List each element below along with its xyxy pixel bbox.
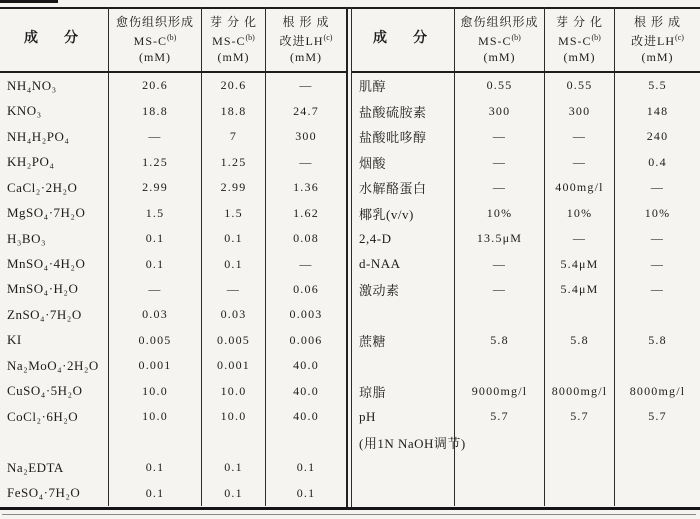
value-cell-callus: 9000mg/l	[455, 379, 545, 404]
value-cell-shoot: 18.8	[202, 98, 266, 123]
value-cell-root: —	[650, 231, 665, 246]
right-table-rows	[352, 73, 700, 506]
value-cell-shoot: 0.1	[202, 481, 266, 506]
value-cell-root: 300	[295, 129, 317, 144]
value-cell-root	[615, 302, 700, 327]
value-cell-root: 40.0	[293, 409, 319, 424]
table-row	[0, 481, 346, 506]
value-cell-shoot: 0.1	[202, 226, 266, 251]
table-row	[0, 430, 346, 455]
top-left-scan-line	[0, 0, 58, 3]
component-cell: d-NAA	[352, 251, 455, 276]
superscript-b: (b)	[245, 32, 255, 42]
value-cell-shoot: —	[545, 124, 615, 149]
shoot-column-header: 芽 分 化 $MS-C^{(b)}$ (mM)	[545, 7, 615, 71]
component-cell	[352, 302, 455, 327]
value-cell-callus: 0.005	[109, 328, 202, 353]
table-row	[0, 455, 346, 480]
value-cell-shoot: 0.55	[545, 73, 615, 98]
value-cell-root: 5.7	[648, 409, 667, 424]
value-cell-shoot: 20.6	[202, 73, 266, 98]
value-cell-callus: 0.001	[109, 353, 202, 378]
left-table-header	[0, 7, 346, 73]
table-row	[352, 175, 700, 200]
table-row	[0, 328, 346, 353]
component-cell: ZnSO₄·7H₂O	[0, 302, 109, 327]
component-cell: CuSO₄·5H₂O	[0, 379, 109, 404]
value-cell-shoot: 10.0	[202, 404, 266, 429]
table-row	[352, 430, 700, 455]
value-cell-root: 0.006	[289, 332, 323, 347]
value-cell-shoot	[545, 455, 615, 480]
superscript-b: (b)	[167, 32, 177, 42]
value-cell-callus: 20.6	[109, 73, 202, 98]
table-row	[0, 379, 346, 404]
table-row	[352, 124, 700, 149]
value-cell-callus: 5.8	[455, 328, 545, 353]
root-column-header: 根 形 成 改进LH$^{(c)}$ (mM)	[279, 14, 333, 64]
value-cell-shoot: 300	[545, 98, 615, 123]
value-cell-root: 0.003	[289, 307, 323, 322]
value-cell-shoot	[202, 430, 266, 455]
value-cell-root: 1.36	[293, 180, 319, 195]
left-table-rows	[0, 73, 346, 506]
value-cell-root: 40.0	[293, 358, 319, 373]
superscript-b: (b)	[511, 32, 521, 42]
value-cell-callus: —	[109, 124, 202, 149]
value-cell-callus: 0.03	[109, 302, 202, 327]
table-row	[352, 73, 700, 98]
table-row	[0, 404, 346, 429]
component-cell: KI	[0, 328, 109, 353]
root-column-header: 根 形 成 改进LH$^{(c)}$ (mM)	[631, 14, 684, 64]
component-column-header	[0, 7, 109, 71]
value-cell-callus: 10%	[455, 200, 545, 225]
component-header-label: 成 分	[24, 31, 84, 46]
callus-column-header: 愈伤组织形成 $MS-C^{(b)}$ (mM)	[455, 7, 545, 71]
value-cell-callus: 0.1	[109, 226, 202, 251]
component-cell	[352, 481, 455, 506]
value-cell-callus	[109, 430, 202, 455]
component-cell: KNO₃	[0, 98, 109, 123]
value-cell-callus	[455, 302, 545, 327]
value-cell-shoot: —	[202, 277, 266, 302]
superscript-b: (b)	[591, 32, 601, 42]
value-cell-root: 5.8	[648, 332, 667, 347]
value-cell-callus	[455, 430, 545, 455]
value-cell-shoot: 1.5	[202, 200, 266, 225]
value-cell-shoot: —	[545, 149, 615, 174]
value-cell-callus: 10.0	[109, 379, 202, 404]
value-cell-callus: 1.5	[109, 200, 202, 225]
value-cell-callus: 300	[455, 98, 545, 123]
value-cell-root: 0.06	[293, 281, 319, 296]
value-cell-callus: —	[455, 251, 545, 276]
table-row	[0, 73, 346, 98]
value-cell-root	[266, 430, 346, 455]
value-cell-shoot: 0.001	[202, 353, 266, 378]
value-cell-callus: —	[455, 124, 545, 149]
table-row	[0, 200, 346, 225]
value-cell-shoot: 5.7	[545, 404, 615, 429]
value-cell-root: —	[650, 281, 665, 296]
table-row	[352, 302, 700, 327]
table-bottom-border-thin	[2, 514, 696, 515]
value-cell-callus: 1.25	[109, 149, 202, 174]
table-row	[352, 98, 700, 123]
component-cell: 盐酸硫胺素	[352, 98, 455, 123]
table-row	[352, 149, 700, 174]
component-cell	[0, 430, 109, 455]
value-cell-root: 0.4	[648, 154, 667, 169]
component-cell: (用1N NaOH调节)	[352, 430, 455, 455]
value-cell-shoot: 0.1	[202, 251, 266, 276]
value-cell-root: —	[650, 180, 665, 195]
component-cell	[352, 353, 455, 378]
value-cell-root: 0.1	[296, 485, 316, 500]
value-cell-root	[615, 455, 700, 480]
value-cell-root: 1.62	[293, 205, 319, 220]
component-cell: CoCl₂·6H₂O	[0, 404, 109, 429]
table-row	[352, 379, 700, 404]
value-cell-root: 0.08	[293, 231, 319, 246]
component-cell: 激动素	[352, 277, 455, 302]
value-cell-shoot: 5.4μM	[545, 251, 615, 276]
value-cell-shoot: —	[545, 226, 615, 251]
table-row	[0, 251, 346, 276]
value-cell-root: 10%	[644, 205, 671, 220]
value-cell-callus: —	[455, 149, 545, 174]
value-cell-callus: 0.1	[109, 481, 202, 506]
value-cell-root: 24.7	[293, 103, 319, 118]
component-cell: MnSO₄·4H₂O	[0, 251, 109, 276]
value-cell-shoot: 10.0	[202, 379, 266, 404]
table-row	[352, 481, 700, 506]
table-row	[352, 328, 700, 353]
value-cell-root: 8000mg/l	[629, 383, 686, 398]
value-cell-root	[615, 481, 700, 506]
component-cell: MgSO₄·7H₂O	[0, 200, 109, 225]
value-cell-shoot: 5.8	[545, 328, 615, 353]
table-row	[0, 98, 346, 123]
value-cell-shoot: 7	[202, 124, 266, 149]
callus-column-header: 愈伤组织形成 $MS-C^{(b)}$ (mM)	[109, 7, 202, 71]
value-cell-callus	[455, 481, 545, 506]
value-cell-shoot	[545, 481, 615, 506]
component-cell: H₃BO₃	[0, 226, 109, 251]
left-half-table	[0, 7, 346, 508]
component-cell: 盐酸吡哆醇	[352, 124, 455, 149]
table-row	[352, 353, 700, 378]
value-cell-shoot: 0.005	[202, 328, 266, 353]
component-column-header	[352, 7, 455, 71]
shoot-column-header: 芽 分 化 $MS-C^{(b)}$ (mM)	[202, 7, 266, 71]
component-cell: MnSO₄·H₂O	[0, 277, 109, 302]
value-cell-root: 240	[646, 129, 669, 144]
table-row	[0, 175, 346, 200]
value-cell-shoot	[545, 302, 615, 327]
table-row	[0, 124, 346, 149]
component-cell	[352, 455, 455, 480]
component-cell: CaCl₂·2H₂O	[0, 175, 109, 200]
value-cell-callus: 2.99	[109, 175, 202, 200]
component-cell: 烟酸	[352, 149, 455, 174]
value-cell-callus: 10.0	[109, 404, 202, 429]
middle-divider-line	[346, 7, 348, 508]
value-cell-root: 5.5	[648, 78, 667, 93]
right-table-header	[352, 7, 700, 73]
value-cell-shoot: 8000mg/l	[545, 379, 615, 404]
component-cell: NH₄H₂PO₄	[0, 124, 109, 149]
value-cell-callus: 0.1	[109, 455, 202, 480]
component-cell: FeSO₄·7H₂O	[0, 481, 109, 506]
superscript-c: (c)	[323, 32, 333, 42]
table-row	[0, 353, 346, 378]
table-row	[352, 404, 700, 429]
component-cell: pH	[352, 404, 455, 429]
table-row	[352, 277, 700, 302]
table-row	[0, 149, 346, 174]
value-cell-callus: —	[455, 277, 545, 302]
value-cell-root: 40.0	[293, 383, 319, 398]
value-cell-callus: 0.1	[109, 251, 202, 276]
component-cell: 水解酪蛋白	[352, 175, 455, 200]
value-cell-shoot: 0.1	[202, 455, 266, 480]
superscript-c: (c)	[675, 32, 684, 42]
value-cell-callus: 0.55	[455, 73, 545, 98]
value-cell-callus	[455, 353, 545, 378]
table-row	[0, 226, 346, 251]
table-row	[352, 455, 700, 480]
right-half-table	[352, 7, 700, 508]
value-cell-callus: 5.7	[455, 404, 545, 429]
component-cell: 肌醇	[352, 73, 455, 98]
value-cell-root	[615, 430, 700, 455]
table-row	[0, 302, 346, 327]
value-cell-callus: 13.5μM	[455, 226, 545, 251]
component-cell: Na₂EDTA	[0, 455, 109, 480]
component-cell: 椰乳(v/v)	[352, 200, 455, 225]
value-cell-shoot: 5.4μM	[545, 277, 615, 302]
component-cell: KH₂PO₄	[0, 149, 109, 174]
value-cell-shoot	[545, 353, 615, 378]
component-cell: 蔗糖	[352, 328, 455, 353]
component-cell: Na₂MoO₄·2H₂O	[0, 353, 109, 378]
value-cell-root: —	[299, 78, 313, 93]
component-cell: 琼脂	[352, 379, 455, 404]
value-cell-root	[615, 353, 700, 378]
table-row	[352, 251, 700, 276]
value-cell-shoot: 0.03	[202, 302, 266, 327]
component-header-label: 成 分	[373, 31, 433, 46]
value-cell-shoot	[545, 430, 615, 455]
value-cell-callus: 18.8	[109, 98, 202, 123]
value-cell-shoot: 1.25	[202, 149, 266, 174]
value-cell-root: —	[299, 154, 313, 169]
table-row	[352, 200, 700, 225]
component-cell: NH₄NO₃	[0, 73, 109, 98]
component-cell: 2,4-D	[352, 226, 455, 251]
value-cell-callus: —	[109, 277, 202, 302]
value-cell-root: 0.1	[296, 460, 316, 475]
value-cell-shoot: 400mg/l	[545, 175, 615, 200]
value-cell-root: 148	[646, 103, 669, 118]
table-row	[352, 226, 700, 251]
value-cell-shoot: 10%	[545, 200, 615, 225]
value-cell-callus: —	[455, 175, 545, 200]
value-cell-callus	[455, 455, 545, 480]
value-cell-root: —	[299, 256, 313, 271]
value-cell-root: —	[650, 256, 665, 271]
value-cell-shoot: 2.99	[202, 175, 266, 200]
table-bottom-border	[0, 507, 700, 510]
table-row	[0, 277, 346, 302]
